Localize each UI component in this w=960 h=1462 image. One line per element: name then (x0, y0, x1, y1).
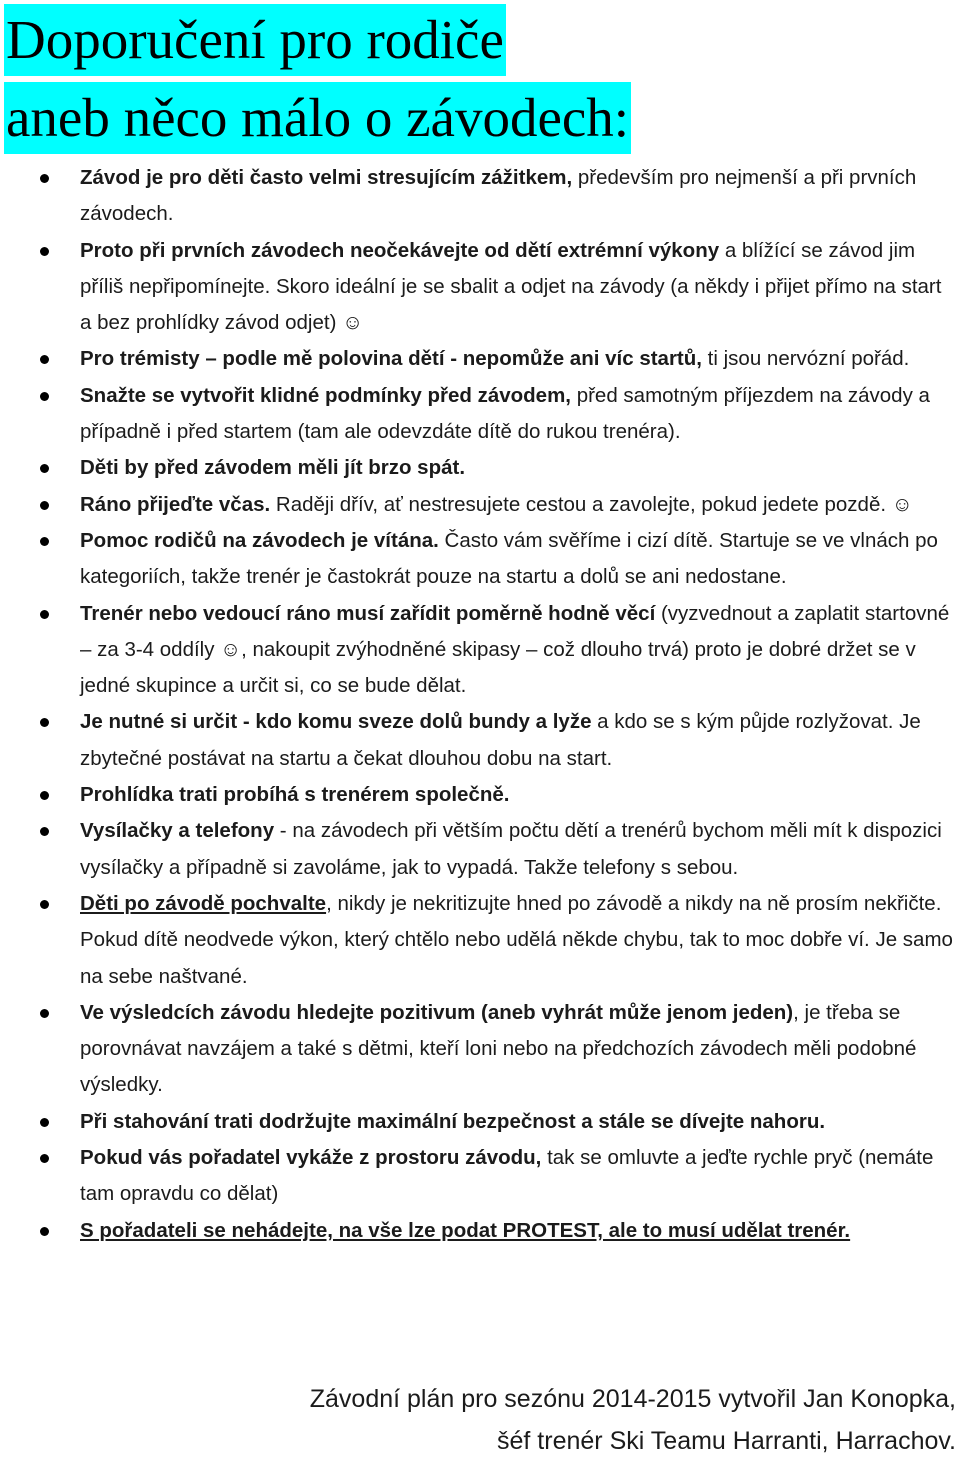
item-bold: Proto při prvních závodech neočekávejte od dětí extrémní výkony (80, 238, 720, 262)
list-item (0, 777, 960, 813)
bullet-icon (40, 355, 49, 364)
list-item (0, 450, 960, 486)
item-bold: Pomoc rodičů na závodech je vítána. (80, 528, 439, 552)
list-item (0, 813, 960, 886)
bullet-icon (40, 174, 49, 183)
item-bold: Při stahování trati dodržujte maximální bezpečnost a stále se dívejte nahoru. (80, 1109, 826, 1133)
author-footer (310, 1378, 956, 1462)
item-bold: Prohlídka trati probíhá s trenérem společně. (80, 783, 510, 807)
list-item (0, 596, 960, 705)
bullet-icon (40, 1009, 49, 1018)
list-item (0, 487, 960, 523)
bullet-icon (40, 1227, 49, 1236)
bullet-icon (40, 718, 49, 727)
title-line-1: Doporučení pro rodiče (4, 4, 506, 76)
title-line-2: aneb něco málo o závodech: (4, 82, 631, 154)
item-bold: Pokud vás pořadatel vykáže z prostoru závodu, (80, 1146, 542, 1170)
bullet-icon (40, 392, 49, 401)
list-item (0, 886, 960, 995)
item-bold: Děti by před závodem měli jít brzo spát. (80, 456, 466, 480)
bullet-icon (40, 827, 49, 836)
list-item (0, 704, 960, 777)
item-text: ti jsou nervózní pořád. (701, 347, 910, 371)
item-bold: Děti po závodě pochvalte (80, 891, 327, 915)
bullet-icon (40, 791, 49, 800)
item-bold: Je nutné si určit - kdo komu sveze dolů bundy a lyže (80, 710, 592, 734)
list-item (0, 341, 960, 377)
item-text: , je třeba se porovnávat navzájem a také s dětmi, kteří loni nebo na předchozích závodech měli podobné výsledky. (80, 1000, 917, 1097)
item-bold: Ráno přijeďte včas. (80, 492, 271, 516)
item-bold: Trenér nebo vedoucí ráno musí zařídit poměrně hodně věcí (80, 601, 656, 625)
item-bold: Pro trémisty – podle mě polovina dětí - nepomůže ani víc startů, (80, 347, 702, 371)
bullet-icon (40, 1118, 49, 1127)
item-bold: Závod je pro děti často velmi stresujícím zážitkem, (80, 166, 573, 189)
bullet-icon (40, 610, 49, 619)
list-item (0, 160, 960, 233)
item-bold: S pořadateli se nehádejte, na vše lze podat PROTEST, ale to musí udělat trenér. (80, 1218, 851, 1242)
item-text: - na závodech při větším počtu dětí a trenérů bychom měli mít k dispozici vysílačky a případně si zavoláme, jak to vypadá. Takže telefony s sebou. (80, 819, 942, 879)
list-item (0, 1104, 960, 1140)
page-title (4, 4, 631, 154)
item-text: (vyzvednout a zaplatit startovné – za 3-4 oddíly ☺, nakoupit zvýhodněné skipasy – což dlouho trvá) proto je dobré držet se v jedné skupince a určit si, co se bude dělat. (80, 601, 950, 698)
bullet-icon (40, 537, 49, 546)
list-item (0, 523, 960, 596)
item-bold: Vysílačky a telefony (80, 819, 275, 843)
bullet-icon (40, 1154, 49, 1163)
item-text: před samotným příjezdem na závody a případně i před startem (tam ale odevzdáte dítě do rukou trenéra). (80, 383, 930, 444)
footer-line-1: Závodní plán pro sezónu 2014-2015 vytvořil Jan Konopka, (309, 1385, 956, 1413)
bullet-icon (40, 900, 49, 909)
item-bold: Ve výsledcích závodu hledejte pozitivum (aneb vyhrát může jenom jeden) (80, 1000, 794, 1024)
list-item (0, 995, 960, 1104)
item-text: především pro nejmenší a při prvních závodech. (80, 166, 917, 226)
bullet-icon (40, 501, 49, 510)
item-text: tak se omluvte a jeďte rychle pryč (nemáte tam opravdu co dělat) (80, 1146, 934, 1206)
list-item (0, 378, 960, 451)
footer-line-2: šéf trenér Ski Teamu Harranti, Harrachov. (497, 1427, 956, 1455)
item-text: a blížící se závod jim příliš nepřipomínejte. Skoro ideální je se sbalit a odjet na závody (a někdy i přijet přímo na start a bez prohlídky závod odjet) ☺ (80, 238, 942, 335)
list-item (0, 233, 960, 342)
list-item (0, 1213, 960, 1249)
bullet-icon (40, 464, 49, 473)
recommendations-list (0, 160, 960, 1249)
item-text: Často vám svěříme i cizí dítě. Startuje se ve vlnách po kategoriích, takže trenér je častokrát pouze na startu a dolů se ani nedostane. (80, 528, 938, 589)
list-item (0, 1140, 960, 1213)
item-bold: Snažte se vytvořit klidné podmínky před závodem, (80, 383, 571, 407)
item-text: a kdo se s kým půjde rozlyžovat. Je zbytečné postávat na startu a čekat dlouhou dobu na start. (80, 710, 921, 770)
bullet-icon (40, 247, 49, 256)
item-text: Raději dřív, ať nestresujete cestou a zavolejte, pokud jedete pozdě. ☺ (270, 492, 913, 516)
item-text: , nikdy je nekritizujte hned po závodě a nikdy na ně prosím nekřičte. Pokud dítě neodvede výkon, který chtělo nebo udělá někde chybu, tak to moc dobře ví. Je samo na sebe naštvané. (80, 891, 953, 988)
